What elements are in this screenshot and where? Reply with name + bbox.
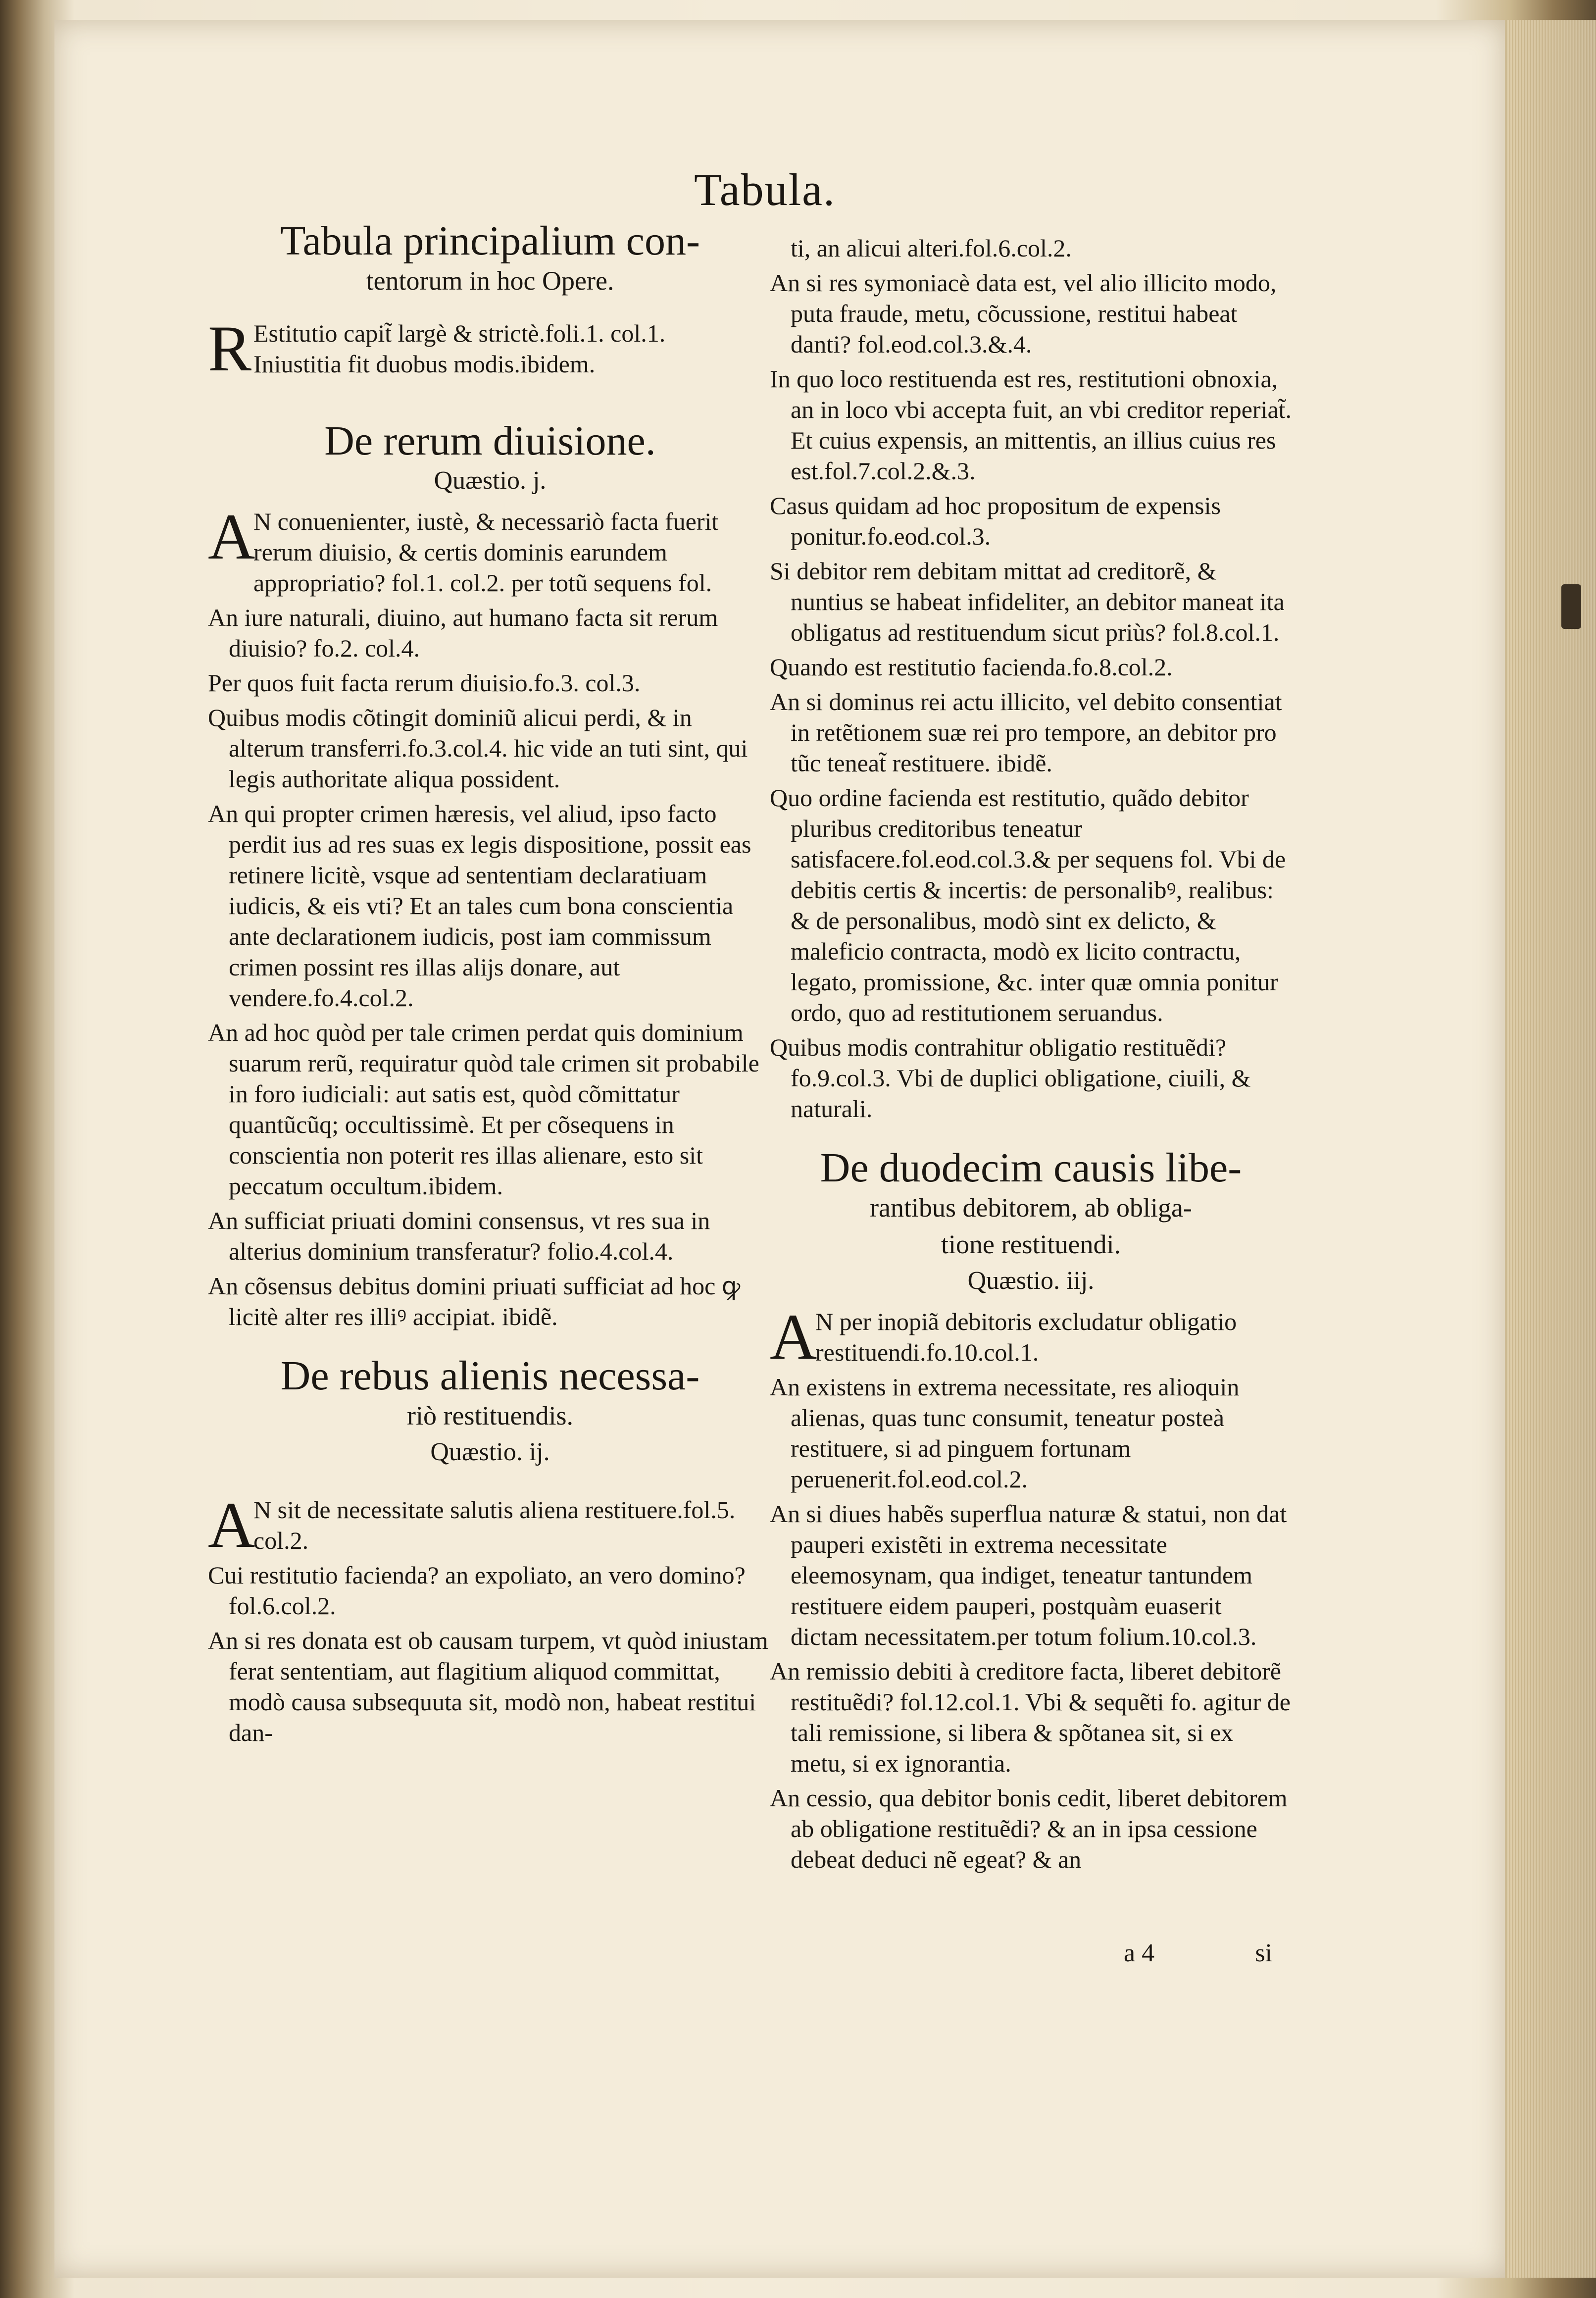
- index-entry: An ad hoc quòd per tale crimen perdat quis dominium suarum rerũ, requiratur quòd tale crimen sit probabile in foro iudiciali: aut satis est, quòd cõmittatur quantũcũq; occultissimè. Et per cõsequens in conscientia non poterit res illas alienare, esto sit peccatum occultum.ibidem.: [208, 1019, 759, 1200]
- index-entry: Quibus modis contrahitur obligatio restituẽdi? fo.9.col.3. Vbi de duplici obligatione, ciuili, & naturali.: [770, 1033, 1251, 1123]
- section-title: De rebus alienis necessa-: [280, 1353, 700, 1399]
- index-entry: An sufficiat priuati domini consensus, vt res sua in alterius dominium transferatur? folio.4.col.4.: [208, 1207, 710, 1265]
- intro-line: Estitutio capit̃ largè & strictè.foli.1. col.1.: [253, 319, 666, 347]
- quaestio-label: Quæstio. iij.: [967, 1267, 1095, 1295]
- section-title: De duodecim causis libe-: [820, 1145, 1242, 1191]
- index-entry: Quando est restitutio facienda.fo.8.col.2.: [770, 653, 1173, 681]
- index-entry: [208, 1488, 772, 1561]
- catchline: [1124, 1939, 1272, 1968]
- page-edges: [1507, 20, 1596, 2278]
- intro-line: Iniustitia fit duobus modis.ibidem.: [253, 350, 596, 378]
- quaestio-label: Quæstio. ij.: [430, 1438, 550, 1466]
- drop-initial: A: [208, 1488, 255, 1561]
- left-column: [208, 218, 772, 1752]
- index-entry: An remissio debiti à creditore facta, liberet debitorẽ restituẽdi? fol.12.col.1. Vbi & sequẽti fo. agitur de tali remissione, si libera & spõtanea sit, si ex metu, si ex ignorantia.: [770, 1657, 1291, 1777]
- drop-initial: R: [208, 312, 252, 385]
- index-entry: An si res donata est ob causam turpem, vt quòd iniustam ferat sententiam, aut flagitium aliquod committat, modò causa subsequuta sit, modò non, habeat restitui dan-: [208, 1627, 768, 1746]
- signature-mark: a 4: [1124, 1939, 1155, 1967]
- index-entry: An cõsensus debitus domini priuati sufficiat ad hoc ꝙ licitè alter res illiꝰ accipiat. ibidẽ.: [208, 1272, 741, 1330]
- index-entry: [208, 500, 772, 598]
- quaestio-label: Quæstio. j.: [434, 466, 547, 495]
- index-entry: In quo loco restituenda est res, restitutioni obnoxia, an in loco vbi accepta fuit, an vbi creditor reperiat̃. Et cuius expensis, an mittentis, an illius cuius res est.fol.7.col.2.&.3.: [770, 365, 1292, 485]
- index-entry: An si res symoniacè data est, vel alio illicito modo, puta fraude, metu, cõcussione, restitui habeat danti? fol.eod.col.3.&.4.: [770, 269, 1277, 358]
- entry-text: N conuenienter, iustè, & necessariò facta fuerit rerum diuisio, & certis dominis earundem appropriatio? fol.1. col.2. per totũ sequens fol.: [253, 508, 719, 597]
- table-title: Tabula principalium con-: [280, 218, 700, 264]
- index-entry-continued: ti, an alicui alteri.fol.6.col.2.: [791, 234, 1072, 262]
- index-entry: [770, 1300, 1292, 1373]
- index-entry: Per quos fuit facta rerum diuisio.fo.3. col.3.: [208, 669, 641, 697]
- index-entry: Casus quidam ad hoc propositum de expensis ponitur.fo.eod.col.3.: [770, 492, 1221, 550]
- right-column: [770, 233, 1292, 1879]
- section-subtitle: riò restituendis.: [407, 1401, 573, 1430]
- index-entry: An si dominus rei actu illicito, vel debito consentiat in retẽtionem suæ rei pro tempore, an debitor pro tũc teneat̃ restituere. ibidẽ.: [770, 688, 1282, 777]
- index-entry: Quibus modis cõtingit dominiũ alicui perdi, & in alterum transferri.fo.3.col.4. hic vide an tuti sint, qui legis authoritate aliqua possident.: [208, 704, 748, 793]
- entry-text: N per inopiã debitoris excludatur obligatio restituendi.fo.10.col.1.: [815, 1308, 1237, 1366]
- index-entry: An qui propter crimen hæresis, vel aliud, ipso facto perdit ius ad res suas ex legis dispositione, possit eas retinere licitè, vsque ad sententiam declaratiuam iudicis, & eis vti? Et an tales cum bona conscientia ante declarationem iudicis, post iam commissum crimen possint res illas alijs donare, aut vendere.fo.4.col.2.: [208, 800, 751, 1012]
- intro-entry: [208, 312, 772, 385]
- index-entry: An iure naturali, diuino, aut humano facta sit rerum diuisio? fo.2. col.4.: [208, 604, 718, 662]
- drop-initial: A: [208, 500, 255, 573]
- index-entry: An si diues habẽs superflua naturæ & statui, non dat pauperi existẽti in extrema necessitate eleemosynam, qua indiget, teneatur tantundem restituere eidem pauperi, postquàm euaserit dictam necessitatem.per totum folium.10.col.3.: [770, 1500, 1287, 1650]
- entry-text: N sit de necessitate salutis aliena restituere.fol.5. col.2.: [253, 1496, 736, 1554]
- index-entry: Quo ordine facienda est restitutio, quãdo debitor pluribus creditoribus teneatur satisfacere.fol.eod.col.3.& per sequens fol. Vbi de debitis certis & incertis: de personalibꝰ, realibus: & de personalibus, modò sint ex delicto, & maleficio contracta, modò ex licito contractu, legato, promissione, &c. inter quæ omnia ponitur ordo, quo ad restitutionem seruandus.: [770, 784, 1286, 1026]
- drop-initial: A: [770, 1300, 817, 1373]
- catchword: si: [1255, 1939, 1272, 1967]
- section-subtitle: rantibus debitorem, ab obliga-: [870, 1193, 1192, 1223]
- book-clasp: [1561, 584, 1581, 629]
- index-entry: Si debitor rem debitam mittat ad creditorẽ, & nuntius se habeat infideliter, an debitor maneat ita obligatus ad restituendum sicut priùs? fol.8.col.1.: [770, 557, 1285, 646]
- table-subtitle: tentorum in hoc Opere.: [366, 266, 614, 296]
- index-entry: Cui restitutio facienda? an expoliato, an vero domino? fol.6.col.2.: [208, 1561, 746, 1620]
- section-title: De rerum diuisione.: [324, 418, 656, 464]
- section-subtitle: tione restituendi.: [941, 1229, 1121, 1259]
- index-entry: An existens in extrema necessitate, res alioquin alienas, quas tunc consumit, teneatur posteà restituere, si ad pinguem fortunam peruenerit.fol.eod.col.2.: [770, 1373, 1240, 1493]
- index-entry: An cessio, qua debitor bonis cedit, liberet debitorem ab obligatione restituẽdi? & an in ipsa cessione debeat deduci nẽ egeat? & an: [770, 1784, 1288, 1873]
- running-head: Tabula.: [694, 164, 836, 215]
